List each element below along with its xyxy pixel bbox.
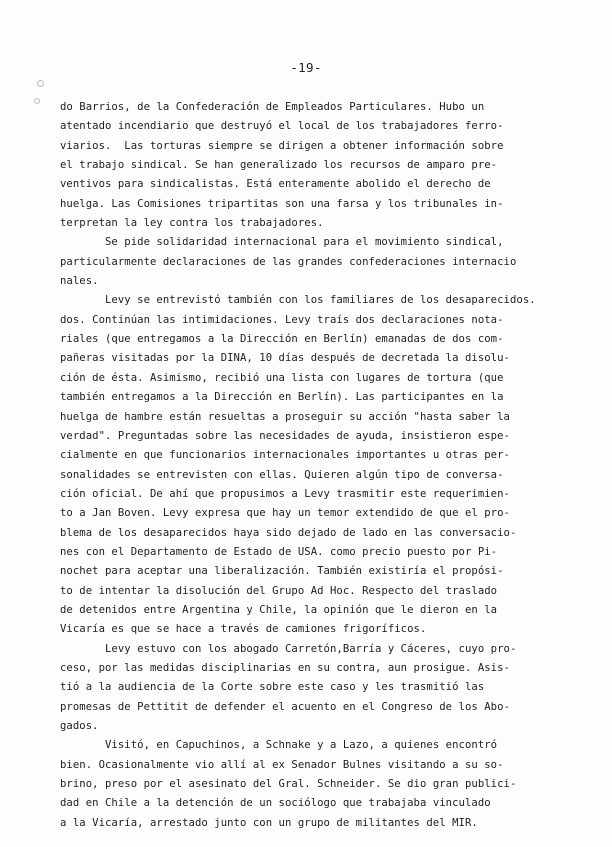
text-line: Levy estuvo con los abogado Carretón,Barría y Cáceres, cuyo pro- xyxy=(60,642,517,655)
text-line: terpretan la ley contra los trabajadores. xyxy=(60,217,324,230)
body-text xyxy=(60,98,580,833)
text-line: pañeras visitadas por la DINA, 10 días después de decretada la disolu- xyxy=(60,352,510,365)
text-line: ción de ésta. Asimismo, recibió una lista con lugares de tortura (que xyxy=(60,371,504,384)
text-line: ceso, por las medidas disciplinarias en su contra, aun prosigue. Asis- xyxy=(60,661,510,674)
page-number: -19- xyxy=(290,60,322,75)
text-line: a la Vicaría, arrestado junto con un grupo de militantes del MIR. xyxy=(60,816,478,829)
text-line: dad en Chile a la detención de un sociólogo que trabajaba vinculado xyxy=(60,797,491,810)
text-line: to de intentar la disolución del Grupo Ad Hoc. Respecto del traslado xyxy=(60,584,498,597)
text-line: viarios. Las torturas siempre se dirigen a obtener información sobre xyxy=(60,139,504,152)
text-line: tió a la audiencia de la Corte sobre este caso y les trasmitió las xyxy=(60,681,485,694)
text-line: gados. xyxy=(60,720,99,732)
text-line: do Barrios, de la Confederación de Empleados Particulares. Hubo un xyxy=(60,101,485,113)
text-line: promesas de Pettitit de defender el acuento en el Congreso de los Abo- xyxy=(60,700,510,713)
text-line: particularmente declaraciones de las grandes confederaciones internacio xyxy=(60,255,517,268)
text-line: blema de los desaparecidos haya sido dejado de lado en las conversacio- xyxy=(60,526,517,539)
text-line: huelga. Las Comisiones tripartitas son una farsa y los tribunales in- xyxy=(60,197,504,210)
text-line: Visitó, en Capuchinos, a Schnake y a Lazo, a quienes encontró xyxy=(60,739,498,752)
text-line: dos. Continúan las intimidaciones. Levy traís dos declaraciones nota- xyxy=(60,313,504,326)
text-line: to a Jan Boven. Levy expresa que hay un temor extendido de que el pro- xyxy=(60,507,510,520)
text-line: verdad". Preguntadas sobre las necesidades de ayuda, insistieron espe- xyxy=(60,429,510,442)
text-line: nes con el Departamento de Estado de USA. como precio puesto por Pi- xyxy=(60,545,498,558)
text-line: cialmente en que funcionarios internacionales importantes u otras per- xyxy=(60,449,510,462)
text-line: Se pide solidaridad internacional para el movimiento sindical, xyxy=(60,236,504,249)
text-line: Vicaría es que se hace a través de camiones frigoríficos. xyxy=(60,623,427,636)
text-line: ción oficial. De ahí que propusimos a Levy trasmitir este requerimien- xyxy=(60,487,510,500)
punch-hole-mark-small xyxy=(34,98,40,104)
text-line: nochet para aceptar una liberalización. También existiría el propósi- xyxy=(60,565,504,578)
text-line: también entregamos a la Dirección en Berlín). Las participantes en la xyxy=(60,391,504,404)
text-line: huelga de hambre están resueltas a proseguir su acción "hasta saber la xyxy=(60,410,510,423)
punch-hole-mark xyxy=(37,80,44,87)
text-line: riales (que entregamos a la Dirección en Berlín) emanadas de dos com- xyxy=(60,333,504,346)
text-line: atentado incendiario que destruyó el local de los trabajadores ferro- xyxy=(60,120,504,133)
text-line: sonalidades se entrevisten con ellas. Quieren algún tipo de conversa- xyxy=(60,468,504,481)
text-line: nales. xyxy=(60,275,99,288)
text-line: de detenidos entre Argentina y Chile, la opinión que le dieron en la xyxy=(60,603,498,616)
text-line: el trabajo sindical. Se han generalizado los recursos de amparo pre- xyxy=(60,159,498,172)
text-line: Levy se entrevistó también con los familiares de los desaparecidos. xyxy=(60,294,536,307)
text-line: brino, preso por el asesinato del Gral. Schneider. Se dio gran publici- xyxy=(60,778,517,791)
text-line: bien. Ocasionalmente vio allí al ex Senador Bulnes visitando a su so- xyxy=(60,758,504,771)
text-line: ventivos para sindicalistas. Está enteramente abolido el derecho de xyxy=(60,178,491,191)
